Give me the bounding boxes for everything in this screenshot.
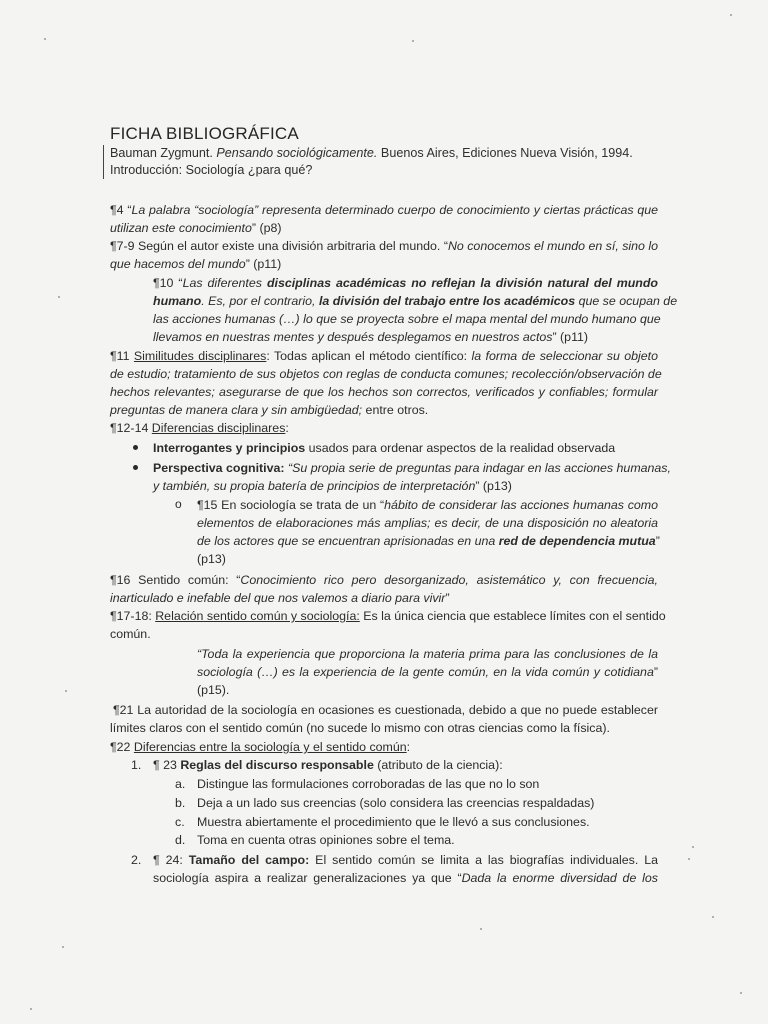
para-12-14-heading: [110, 419, 289, 437]
scan-speck: [740, 992, 742, 994]
bullet-item-2-line-1: [153, 459, 671, 477]
para-4-quote: La palabra “sociología” representa determinado cuerpo de conocimiento y ciertas prácticas que: [131, 203, 658, 217]
sub-item-label: ¶15 En sociología se trata de un “: [197, 498, 385, 512]
para-11-label: ¶11: [110, 349, 134, 363]
para-17-18-line-1: [110, 607, 666, 625]
para-7-9-page: ” (p11): [245, 257, 282, 271]
para-10-line-1: [153, 274, 658, 292]
para-7-9-line-2: [110, 255, 281, 273]
para-17-18-line-2: común.: [110, 627, 151, 641]
bullet-item-1: [153, 439, 615, 457]
page-title: FICHA BIBLIOGRÁFICA: [110, 124, 299, 143]
item-2-text-2: sociología aspira a realizar generalizaciones ya que “: [153, 871, 462, 885]
letter-item-a: Distingue las formulaciones corroboradas de las que no lo son: [197, 777, 540, 791]
item-1-bold: Reglas del discurso responsable: [180, 758, 374, 772]
ref-chapter: Introducción: Sociología ¿para qué?: [110, 163, 313, 177]
ref-author: Bauman Zygmunt.: [110, 146, 217, 160]
quote-block-page: (p15).: [197, 683, 230, 697]
para-10-line-3: [153, 310, 661, 328]
para-11-quote-2: de estudio; tratamiento de sus objetos con reglas de conducta comunes; recolección/observación de: [110, 367, 662, 381]
item-2-label: ¶ 24:: [153, 853, 189, 867]
item-1-label: ¶ 23: [153, 758, 181, 772]
para-11-line-2: [110, 365, 662, 383]
para-10-line-4: [153, 328, 588, 346]
letter-marker-d: d.: [175, 833, 186, 847]
para-11-line-4: [110, 401, 428, 419]
letter-item-d: Toma en cuenta otras opiniones sobre el tema.: [197, 833, 455, 847]
para-7-9-quote: No conocemos el mundo en sí, sino lo: [447, 239, 659, 253]
scan-speck: [58, 296, 60, 298]
sub-item-line-1: [197, 496, 658, 514]
item-1-text: (atributo de la ciencia):: [373, 758, 503, 772]
sub-item-emphasis: red de dependencia mutua: [498, 534, 656, 548]
para-11-line-1: [110, 347, 658, 365]
para-10-label: ¶10 “: [153, 276, 183, 290]
quote-block-text: “Toda la experiencia que proporciona la materia prima para las conclusiones de la: [197, 647, 658, 661]
sub-item-line-4: (p13): [197, 552, 226, 566]
bullet-2-quote: “Su propia serie de preguntas para indagar en las acciones humanas,: [284, 461, 671, 475]
para-10-emphasis-3: la división del trabajo entre los académicos: [318, 294, 576, 308]
letter-marker-c: c.: [175, 815, 185, 829]
numbered-item-1: [153, 756, 503, 774]
scan-speck: [412, 40, 414, 42]
bullet-item-2-line-2: [153, 477, 512, 495]
scan-speck: [688, 858, 690, 860]
para-12-14-title: Diferencias disciplinares: [151, 421, 286, 435]
para-7-9-line-1: [110, 237, 658, 255]
para-12-14-label: ¶12-14: [110, 421, 152, 435]
quote-block-line-1: [197, 645, 658, 663]
quote-block-text-2: sociología (…) es la experiencia de la gente común, en la vida común y cotidiana: [197, 665, 654, 679]
bullet-marker: [133, 445, 138, 450]
para-17-18-label: ¶17-18:: [110, 609, 156, 623]
ref-book-title: Pensando sociológicamente.: [216, 146, 378, 160]
sub-item-quote-3: de los actores que se encuentran aprisionadas en una: [197, 534, 499, 548]
para-10-quote: Las diferentes: [182, 276, 267, 290]
para-16-quote-2: inarticulado e inefable del que nos valemos a diario para vivir: [110, 591, 446, 605]
para-4-line-1: [110, 201, 658, 219]
para-22-colon: :: [406, 740, 411, 754]
sub-item-line-3: [197, 532, 658, 550]
scan-speck: [480, 928, 482, 930]
sub-bullet-marker: o: [175, 497, 182, 511]
reference-line: [110, 145, 633, 162]
letter-marker-b: b.: [175, 796, 186, 810]
numbered-marker-1: 1.: [131, 758, 142, 772]
numbered-marker-2: 2.: [131, 853, 142, 867]
para-4-quote-end: utilizan este conocimiento: [110, 221, 252, 235]
para-10-emphasis-2: humano: [153, 294, 202, 308]
scan-speck: [712, 916, 714, 918]
para-11-end: entre otros.: [362, 403, 429, 417]
bullet-2-bold: Perspectiva cognitiva:: [153, 461, 285, 475]
para-11-heading: Similitudes disciplinares: [133, 349, 267, 363]
item-2-bold: Tamaño del campo:: [188, 853, 310, 867]
sub-item-quote-2: elementos de elaboraciones más amplias; es decir, de una disposición no aleatoria: [197, 516, 658, 530]
letter-item-b: Deja a un lado sus creencias (solo considera las creencias respaldadas): [197, 796, 595, 810]
para-11-quote-3: hechos relevantes; asegurarse de que los hechos son correctos, verificados y confiables; formular: [110, 385, 658, 399]
item-2-text: El sentido común se limita a las biografías individuales. La: [309, 853, 658, 867]
quote-block-close: ”: [653, 665, 658, 679]
letter-item-c: Muestra abiertamente el procedimiento que le llevó a sus conclusiones.: [197, 815, 590, 829]
bullet-2-page: ” (p13): [475, 479, 512, 493]
para-17-18-heading: Relación sentido común y sociología:: [155, 609, 360, 623]
para-10-quote-3: que se ocupan de: [575, 294, 678, 308]
numbered-item-2-line-1: [153, 851, 658, 869]
sub-item-quote: hábito de considerar las acciones humanas como: [384, 498, 659, 512]
para-16-label: ¶16 Sentido común: “: [110, 573, 241, 587]
para-22-label: ¶22: [110, 740, 134, 754]
para-22-heading: [110, 738, 410, 756]
para-4-label: ¶4 “: [110, 203, 132, 217]
para-10-page: ” (p11): [552, 330, 589, 344]
para-16-quote: Conocimiento rico pero desorganizado, asistemático y, con frecuencia,: [240, 573, 658, 587]
bullet-1-text: usados para ordenar aspectos de la realidad observada: [305, 441, 616, 455]
para-21-line-1: ¶21 La autoridad de la sociología en ocasiones es cuestionada, debido a que no puede establecer: [113, 703, 658, 717]
para-16-close-quote: ”: [445, 591, 450, 605]
para-11-quote: la forma de seleccionar su objeto: [471, 349, 658, 363]
para-16-line-1: [110, 571, 658, 589]
quote-block-line-2: [197, 663, 658, 681]
scan-speck: [65, 690, 67, 692]
letter-marker-a: a.: [175, 777, 186, 791]
scan-speck: [692, 846, 694, 848]
para-10-emphasis: disciplinas académicas no reflejan la división natural del mundo: [266, 276, 659, 290]
sub-item-close-quote: ”: [655, 534, 660, 548]
para-12-14-colon: :: [285, 421, 289, 435]
para-7-9-quote-end: que hacemos del mundo: [110, 257, 246, 271]
bullet-2-quote-2: y también, su propia batería de principios de interpretación: [153, 479, 476, 493]
para-10-quote-4: las acciones humanas (…) lo que se proyecta sobre el mapa mental del mundo humano que: [153, 312, 661, 326]
bullet-1-bold: Interrogantes y principios: [153, 441, 306, 455]
scan-speck: [30, 1008, 32, 1010]
para-17-18-text: Es la única ciencia que establece límites con el sentido: [359, 609, 666, 623]
para-22-title: Diferencias entre la sociología y el sentido común: [133, 740, 407, 754]
para-4-page: ” (p8): [251, 221, 282, 235]
para-10-quote-5: llevamos en nuestras mentes y después desplegamos en nuestros actos: [153, 330, 553, 344]
para-11-text: : Todas aplican el método científico:: [266, 349, 472, 363]
bullet-marker: [133, 465, 138, 470]
para-10-line-2: [153, 292, 678, 310]
scan-speck: [730, 14, 732, 16]
para-16-line-2: [110, 589, 450, 607]
ref-publisher: Buenos Aires, Ediciones Nueva Visión, 1994.: [377, 146, 633, 160]
para-10-quote-2: . Es, por el contrario,: [201, 294, 319, 308]
scan-speck: [62, 946, 64, 948]
para-11-line-3: [110, 383, 658, 401]
para-7-9-text: ¶7-9 Según el autor existe una división arbitraria del mundo. “: [110, 239, 448, 253]
bibliographic-reference: [103, 145, 633, 179]
sub-item-line-2: [197, 514, 658, 532]
item-2-quote: Dada la enorme diversidad de los: [461, 871, 658, 885]
para-4-line-2: [110, 219, 282, 237]
para-11-quote-4: preguntas de manera clara y sin ambigüedad;: [110, 403, 363, 417]
numbered-item-2-line-2: [153, 869, 658, 887]
scan-speck: [44, 38, 46, 40]
para-21-line-2: límites claros con el sentido común (no sucede lo mismo con otras ciencias como la física).: [110, 721, 610, 735]
